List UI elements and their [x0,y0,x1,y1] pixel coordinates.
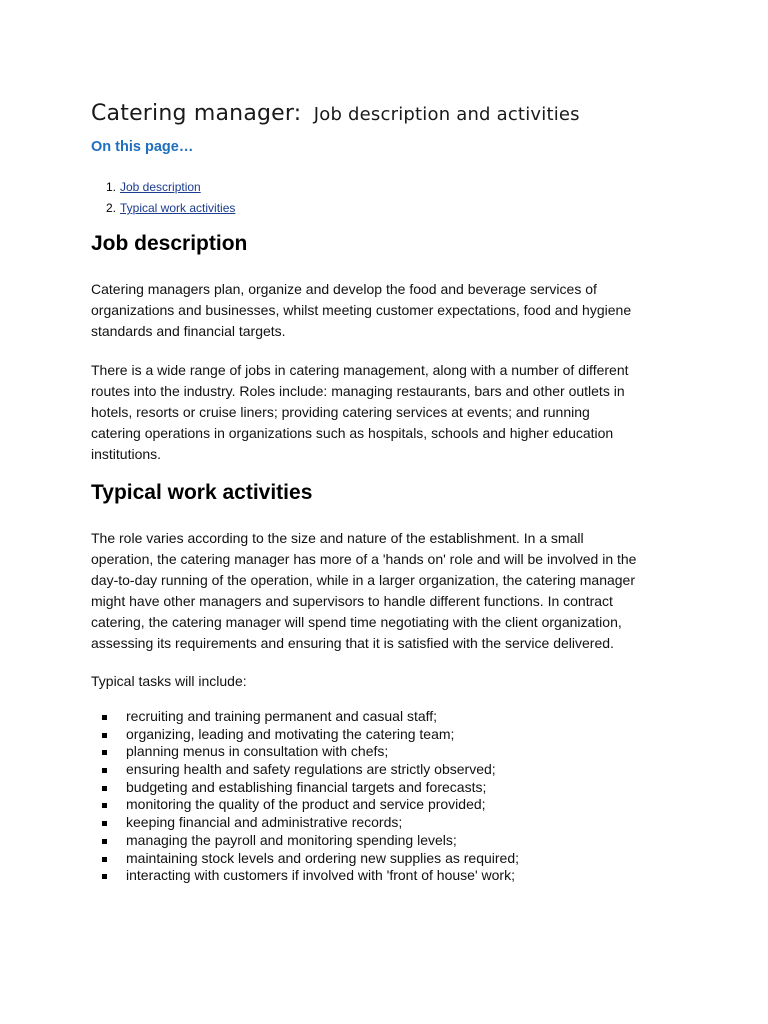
paragraph-line: standards and financial targets. [91,323,286,339]
list-item [100,708,519,726]
toc-link-job-description[interactable]: Job description [120,180,201,194]
tasks-list [100,708,519,885]
square-bullet-icon [102,803,107,808]
list-item [100,779,519,797]
paragraph-line: The role varies according to the size and nature of the establishment. In a small [91,530,584,546]
list-item-text: managing the payroll and monitoring spending levels; [126,831,457,848]
toc-item-typical-work-activities [91,199,235,220]
list-item [100,832,519,850]
job-description-paragraph-1 [91,279,691,342]
job-description-paragraph-2 [91,360,691,465]
list-item-text: planning menus in consultation with chefs; [126,743,389,760]
paragraph-line: routes into the industry. Roles include: managing restaurants, bars and other outlets in [91,383,625,399]
page-title-main: Catering manager: [91,101,302,126]
section-heading-job-description: Job description [91,232,248,255]
square-bullet-icon [102,821,107,826]
paragraph-line: might have other managers and supervisors to handle different functions. In contract [91,593,613,609]
tasks-intro: Typical tasks will include: [91,673,247,689]
square-bullet-icon [102,874,107,879]
toc-item-job-description [91,178,235,199]
list-item-text: ensuring health and safety regulations are strictly observed; [126,761,496,778]
list-item-text: organizing, leading and motivating the catering team; [126,725,455,742]
square-bullet-icon [102,839,107,844]
square-bullet-icon [102,857,107,862]
table-of-contents [91,178,235,220]
list-item-text: keeping financial and administrative records; [126,814,403,831]
list-item-text: monitoring the quality of the product and service provided; [126,796,486,813]
list-item-text: maintaining stock levels and ordering new supplies as required; [126,849,519,866]
list-item [100,814,519,832]
square-bullet-icon [102,733,107,738]
section-heading-typical-work-activities: Typical work activities [91,481,313,504]
list-item [100,867,519,885]
paragraph-line: institutions. [91,446,162,462]
square-bullet-icon [102,715,107,720]
square-bullet-icon [102,786,107,791]
square-bullet-icon [102,768,107,773]
list-item [100,796,519,814]
list-item [100,743,519,761]
list-item-text: budgeting and establishing financial targets and forecasts; [126,778,487,795]
paragraph-line: Catering managers plan, organize and develop the food and beverage services of [91,281,597,297]
paragraph-line: organizations and businesses, whilst meeting customer expectations, food and hygiene [91,302,632,318]
toc-item-number: 2. [105,201,116,215]
page-title-sub: Job description and activities [313,104,580,125]
paragraph-line: There is a wide range of jobs in catering management, along with a number of different [91,362,629,378]
square-bullet-icon [102,750,107,755]
paragraph-line: catering operations in organizations such as hospitals, schools and higher education [91,425,614,441]
paragraph-line: day-to-day running of the operation, while in a larger organization, the catering manager [91,572,635,588]
toc-item-number: 1. [105,180,116,194]
list-item [100,726,519,744]
toc-link-typical-work-activities[interactable]: Typical work activities [120,201,236,215]
paragraph-line: operation, the catering manager has more of a 'hands on' role and will be involved in the [91,551,637,567]
list-item [100,761,519,779]
list-item [100,850,519,868]
paragraph-line: catering, the catering manager will spend time negotiating with the client organization, [91,614,622,630]
paragraph-line: hotels, resorts or cruise liners; providing catering services at events; and running [91,404,590,420]
paragraph-line: assessing its requirements and ensuring that it is satisfied with the service delivered. [91,635,614,651]
page-title [91,90,580,128]
list-item-text: interacting with customers if involved with 'front of house' work; [126,867,515,884]
list-item-text: recruiting and training permanent and casual staff; [126,708,438,724]
work-activities-paragraph-1 [91,528,691,654]
toc-heading: On this page… [91,139,194,155]
